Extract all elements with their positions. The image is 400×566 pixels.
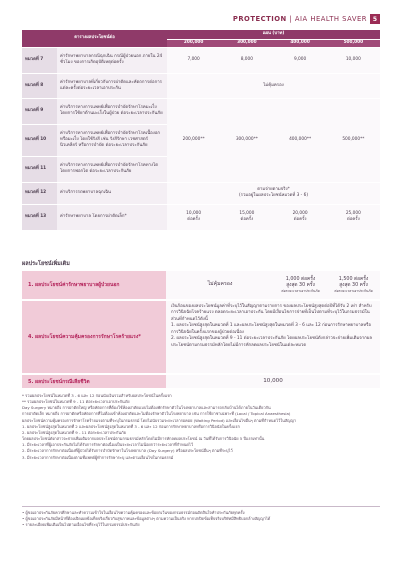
disclaimer <box>22 510 380 528</box>
rider-body <box>166 271 380 299</box>
plan-header: 500,000 <box>327 39 380 47</box>
row-description: ค่าบริการทางการแพทย์เพื่อการบำบัดรักษาโรคเนื้องอก หรือมะเร็ง โดยใช้รังสี เช่น รังสีรักษา เวชศาสตร์นิวเคลียร์ หรือการบำบัด ต่อระยะเวลาประกันภัย <box>57 124 167 156</box>
plan-group-header: แผน (บาท) <box>167 30 380 39</box>
disclaimer-line: • ผู้ขอเอาประกันภัยมีหน้าที่ต้องเปิดเผยข้อเท็จจริงเกี่ยวกับสุขภาพและข้อมูลต่างๆ ตามความเป็นจริง หากปกปิดข้อเท็จจริงบริษัทมีสิทธิบอกล้างสัญญาได้ <box>22 515 271 521</box>
benefits-table <box>22 30 380 231</box>
row-category: หมวดที่ 9 <box>22 98 57 124</box>
row-category: หมวดที่ 8 <box>22 73 57 98</box>
row-value: 7,000 <box>167 47 220 73</box>
plan-header: 400,000 <box>273 39 326 47</box>
more-benefits-title: ผลประโยชน์เพิ่มเติม <box>22 261 70 267</box>
disclaimer-line: • ผู้ขอเอาประกันภัยควรศึกษาและทำความเข้าใจในเงื่อนไขความคุ้มครองและข้อยกเว้นของกรมธรรม์ก่อนตัดสินใจทำประกันภัยทุกครั้ง <box>22 510 245 515</box>
disclaimer-line: • รายละเอียดเพิ่มเติมเป็นไปตามเงื่อนไขที่ระบุไว้ในกรมธรรม์ประกันภัย <box>22 521 140 527</box>
row-category: หมวดที่ 7 <box>22 47 57 73</box>
row-value: 500,000** <box>327 98 380 182</box>
option-line: 1,000 ต่อครั้ง <box>285 276 316 282</box>
row-description: ค่าบริการทางการแพทย์เพื่อการบำบัดรักษาโรคมะเร็ง โดยการใช้ยาต้านมะเร็งในผู้ป่วย ต่อระยะเวลาประกันภัย <box>57 98 167 124</box>
footnote: * รวมผลประโยชน์ในหมวดที่ 3 - 6 และ 12 ก่อนนับเงินรวมสำหรับผลประโยชน์ในครั้งแรก <box>22 393 172 398</box>
row-category: หมวดที่ 10 <box>22 124 57 156</box>
row-category: หมวดที่ 12 <box>22 182 57 204</box>
row-value: 300,000** <box>220 98 273 182</box>
row-span-value: ไม่คุ้มครอง <box>167 73 380 98</box>
footnote: 1. มีระยะเวลาที่ผู้เอาประกันภัยไม่ได้รับการรักษาต่อเนื่องเป็นระยะเวลาไม่น้อยกว่าระยะเวลาที่กำหนดไว้ <box>22 442 194 448</box>
row-description: ค่ารักษาพยาบาลที่เกี่ยวกับการผ่าตัดและหัตถการต่อการ แต่ละครั้งต่อระยะเวลาเอาประกัน <box>57 73 167 98</box>
page-header <box>233 14 380 24</box>
option-note: ต่อระยะเวลาเอาประกันภัย <box>334 289 373 294</box>
rider-label: 1. ผลประโยชน์ค่ารักษาพยาบาลผู้ป่วยนอก <box>22 271 166 299</box>
rider-option <box>327 277 380 294</box>
footnote: การผ่าตัดเล็ก หมายถึง การผ่าตัดหรือหัตถการที่ไม่ต้องเข้าห้องผ่าตัดและไม่ต้องรักษาตัวในโรงพยาบาล เช่น การใช้ยาชาเฉพาะที่ (Local / Topical Anaesthesia) <box>22 411 291 417</box>
rider-critical-illness <box>22 301 380 373</box>
header-brand: PROTECTION | AIA HEALTH SAVER <box>232 15 367 23</box>
table-row <box>22 98 380 124</box>
row-value: 20,000 ต่อครั้ง <box>273 204 326 230</box>
page-number-badge: 5 <box>370 14 380 24</box>
option-line: สูงสุด 30 ครั้ง <box>286 282 315 288</box>
table-row <box>22 73 380 98</box>
table-row <box>22 204 380 230</box>
table-row <box>22 47 380 73</box>
plan-header: 200,000 <box>167 39 220 47</box>
row-value: 10,000 <box>327 47 380 73</box>
row-value: 25,000 ต่อครั้ง <box>327 204 380 230</box>
footnotes <box>22 393 380 461</box>
row-description: ค่ารักษาพยาบาลกรณีฉุกเฉิน กรณีผู้ป่วยนอก ภายใน 24 ชั่วโมง ของการเกิดอุบัติเหตุต่อครั้ง <box>57 47 167 73</box>
footnote: 2. ผลประโยชน์สูงสุดในหมวดที่ 9 - 11 ต่อระยะเวลาประกันภัย <box>22 429 126 435</box>
row-value: 200,000** <box>167 98 220 182</box>
rider-label: 4. ผลประโยชน์ความคุ้มครองการรักษาโรคร้ายแรง* <box>22 301 166 373</box>
row-category: หมวดที่ 13 <box>22 204 57 230</box>
row-category: หมวดที่ 11 <box>22 156 57 182</box>
footnote: 2. มีระยะเวลาการรักษาต่อเนื่องที่ผู้ป่วยได้รับการบำบัดรักษาในโรงพยาบาล (Day Surgery) หรือผลประโยชน์อื่นๆ ตามที่ระบุไว้ <box>22 448 233 454</box>
rider-not-covered: ไม่คุ้มครอง <box>207 281 233 288</box>
row-value: 9,000 <box>273 47 326 73</box>
row-value: 8,000 <box>220 47 273 73</box>
option-line: 1,500 ต่อครั้ง <box>338 276 369 282</box>
rider-label: 5. ผลประโยชน์กรณีเสียชีวิต <box>22 375 166 388</box>
footnote: โดยผลประโยชน์ดังกล่าวจะจ่ายเพิ่มเติมจากผลประโยชน์ตามกรมธรรม์หลักโดยไม่มีการหักลดผลประโยชน์ ณ วันที่ได้รับการวินิจฉัย 5 ปีแรกเท่านั้น <box>22 436 265 442</box>
row-description: ค่ารักษาพยาบาล โดยการผ่าตัดเล็ก* <box>57 204 167 230</box>
footnote: 3. มีระยะเวลาการรักษาต่อเนื่องตามที่แพทย์ผู้ทำการรักษาระบุ และตามเงื่อนไขในกรมธรรม์ <box>22 454 174 460</box>
plan-header: 300,000 <box>220 39 273 47</box>
row-value: 15,000 ต่อครั้ง <box>220 204 273 230</box>
rider-body: เงินก้อนของผลประโยชน์มูลค่าที่ระบุไว้ในสัญญาตามรายการ ของผลประโยชน์สูงสุดต่อปีที่ได้รับ 2 เท่า สำหรับการวินิจฉัยโรคร้ายแรง ตลอดระยะเวลาเอาประกัน โดยมีเงื่อนไขการจ่ายที่เป็นไปตามที่ระบุไว้ในกรมธรรม์ในส่วนที่กำหนดไว้ดังนี้ 1. ผลประโยชน์สูงสุดในหมวดที่ 1 และผลประโยชน์สูงสุดในหมวดที่ 3 - 6 และ 12 ก่อนการรักษาพยาบาลหรือการวินิจฉัยในครั้งแรกของผู้ป่วยต่อเนื่อง 2. ผลประโยชน์สูงสุดในหมวดที่ 9 - 11 ต่อระยะเวลาประกันภัย โดยผลประโยชน์ดังกล่าวจะจ่ายเพิ่มเติมจากผลประโยชน์ตามกรมธรรม์หลักโดยไม่มีการหักลดผลประโยชน์ในแต่ละหมวด <box>166 301 380 373</box>
divider <box>22 506 380 507</box>
footnote: 1. ผลประโยชน์สูงสุดในหมวดที่ 2 และผลประโยชน์สูงสุดในหมวดที่ 3 - 6 และ 12 ก่อนการรักษาพยาบาลหรือการวินิจฉัยในครั้งแรก <box>22 423 240 429</box>
row-value: 10,000 ต่อครั้ง <box>167 204 220 230</box>
option-note: ต่อระยะเวลาเอาประกันภัย <box>281 289 320 294</box>
footnote: Day Surgery หมายถึง การผ่าตัดใหญ่ หรือหัตถการที่ต้องใช้ห้องผ่าตัดแบบไม่ต้องพักรักษาตัวในโรงพยาบาลและสามารถกลับบ้านได้ภายในวันเดียวกัน <box>22 405 271 411</box>
row-value: 400,000** <box>273 98 326 182</box>
row-description: ค่าบริการรถพยาบาลฉุกเฉิน <box>57 182 167 204</box>
rider-option <box>274 277 327 294</box>
footnote: ** รวมผลประโยชน์ในหมวดที่ 9 - 11 ต่อระยะเวลาเอาประกันภัย <box>22 399 130 405</box>
table-row <box>22 182 380 204</box>
row-description: ค่าบริการทางการแพทย์เพื่อการบำบัดรักษาโรคทางไต โดยการฟอกไต ต่อระยะเวลาประกันภัย <box>57 156 167 182</box>
rider-outpatient <box>22 271 380 299</box>
table-main-header: ตารางผลประโยชน์ต่อ <box>22 30 167 47</box>
row-span-value: ตามจ่ายตามจริง* (รวมอยู่ในผลประโยชน์หมวดที่ 3 - 6) <box>167 182 380 204</box>
footnote: ผลประโยชน์ความคุ้มครองการรักษาโรคร้ายแรงตามที่ระบุในกรมธรรม์ โดยไม่นับรวมระยะเวลารอคอย (Waiting Period) และเงื่อนไขอื่นๆ ตามที่กำหนดไว้ในสัญญา <box>22 417 296 423</box>
rider-death-benefit <box>22 375 380 388</box>
rider-body: 10,000 <box>166 375 380 388</box>
option-line: สูงสุด 30 ครั้ง <box>339 282 368 288</box>
